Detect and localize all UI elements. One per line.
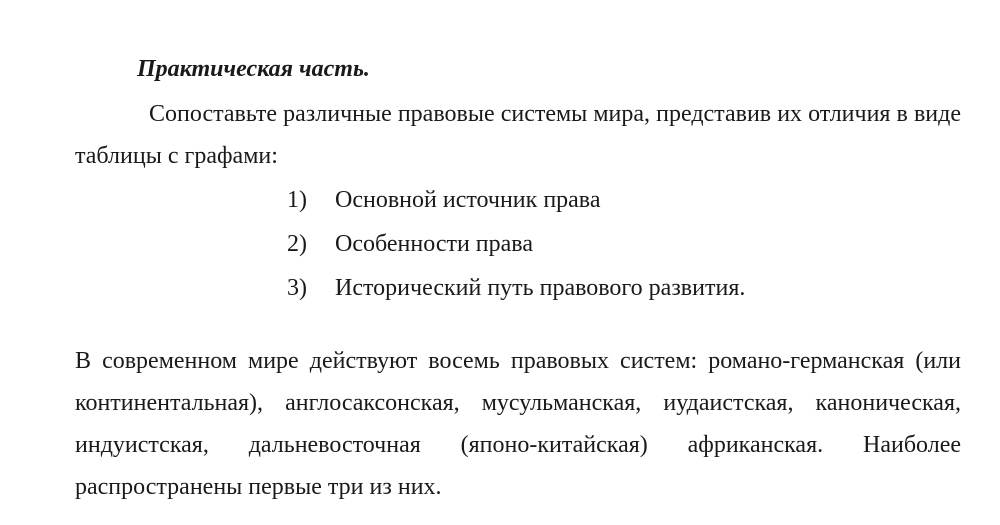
list-item <box>287 224 745 268</box>
task-intro-paragraph: Сопоставьте различные правовые системы мира, представив их отличия в виде таблицы с графами: <box>75 101 961 169</box>
list-item <box>287 180 745 224</box>
task-column-list <box>287 180 745 312</box>
section-heading: Практическая часть. <box>137 56 370 82</box>
list-item <box>287 268 745 312</box>
list-item-text: Исторический путь правового развития. <box>335 275 746 301</box>
list-item-number: 2) <box>287 231 307 257</box>
legal-systems-paragraph: В современном мире действуют восемь правовых систем: романо-германская (или континентальная), англосаксонская, мусульманская, иудаистская, каноническая, индуистская, дальневосточная (японо-китайская) африканская. Наиболее распространены первые три из них. <box>75 348 961 500</box>
list-item-number: 3) <box>287 275 307 301</box>
list-item-number: 1) <box>287 187 307 213</box>
list-item-text: Особенности права <box>335 231 533 257</box>
list-item-text: Основной источник права <box>335 187 601 213</box>
